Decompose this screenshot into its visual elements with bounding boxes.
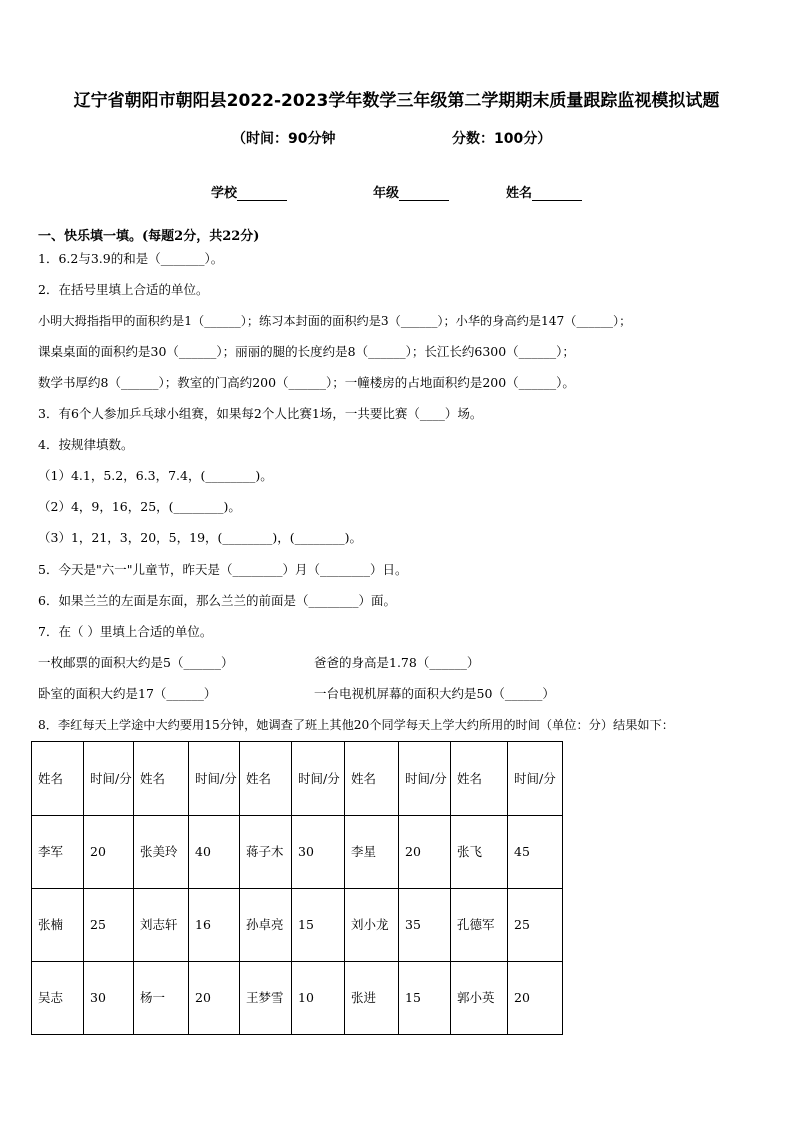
question-line: 7．在（ ）里填上合适的单位。 [38, 624, 213, 639]
table-row [32, 889, 563, 962]
table-cell: 40 [189, 816, 240, 889]
table-row [32, 962, 563, 1035]
school-blank[interactable] [237, 187, 287, 201]
grade-label: 年级 [373, 186, 400, 201]
school-label: 学校 [211, 186, 238, 201]
question-line: 4．按规律填数。 [38, 437, 134, 452]
table-cell: 吴志 [32, 962, 84, 1035]
table-cell: 孙卓亮 [240, 889, 292, 962]
table-cell: 孔德军 [451, 889, 508, 962]
survey-table [31, 741, 563, 1035]
header-cell: 时间/分 [292, 742, 345, 816]
table-cell: 15 [399, 962, 451, 1035]
exam-score: 分数：100分） [452, 131, 552, 147]
exam-time: （时间：90分钟 [232, 131, 336, 147]
table-cell: 李星 [345, 816, 399, 889]
table-cell: 10 [292, 962, 345, 1035]
question-line: 小明大拇指指甲的面积约是1（______）；练习本封面的面积约是3（______）；小华的身高约是147（______）； [38, 314, 632, 328]
table-cell: 20 [508, 962, 563, 1035]
q7-item: 卧室的面积大约是17（______） [38, 686, 217, 701]
table-cell: 张飞 [451, 816, 508, 889]
question-line: 3．有6个人参加乒乓球小组赛，如果每2个人比赛1场，一共要比赛（____）场。 [38, 406, 483, 421]
table-cell: 20 [399, 816, 451, 889]
header-cell: 姓名 [345, 742, 399, 816]
table-cell: 30 [84, 962, 134, 1035]
table-cell: 张美玲 [134, 816, 189, 889]
question-line: 6．如果兰兰的左面是东面，那么兰兰的前面是（________）面。 [38, 593, 396, 608]
header-cell: 时间/分 [84, 742, 134, 816]
table-cell: 杨一 [134, 962, 189, 1035]
header-cell: 姓名 [32, 742, 84, 816]
table-cell: 25 [508, 889, 563, 962]
question-line: （1）4.1，5.2，6.3，7.4，(________)。 [38, 468, 273, 483]
name-field [506, 182, 582, 201]
q7-item: 一枚邮票的面积大约是5（______） [38, 655, 234, 670]
table-cell: 45 [508, 816, 563, 889]
header-cell: 姓名 [451, 742, 508, 816]
question-line: 课桌桌面的面积约是30（______）；丽丽的腿的长度约是8（______）；长江长约6300（______）； [38, 344, 575, 359]
table-cell: 刘小龙 [345, 889, 399, 962]
section-heading: 一、快乐填一填。(每题2分，共22分) [38, 229, 260, 244]
q7-item: 一台电视机屏幕的面积大约是50（______） [314, 686, 555, 701]
school-field [211, 182, 287, 201]
header-cell: 时间/分 [508, 742, 563, 816]
table-cell: 16 [189, 889, 240, 962]
name-label: 姓名 [506, 186, 533, 201]
question-line: 数学书厚约8（______）；教室的门高约200（______）；一幢楼房的占地面积约是200（______）。 [38, 375, 575, 390]
grade-field [373, 182, 449, 201]
table-cell: 刘志轩 [134, 889, 189, 962]
header-cell: 时间/分 [399, 742, 451, 816]
question-line: （3）1，21，3，20，5，19，(________)，(________)。 [38, 530, 363, 545]
table-cell: 张楠 [32, 889, 84, 962]
table-cell: 张进 [345, 962, 399, 1035]
page-title: 辽宁省朝阳市朝阳县2022-2023学年数学三年级第二学期期末质量跟踪监视模拟试题 [73, 91, 720, 111]
table-cell: 35 [399, 889, 451, 962]
header-cell: 姓名 [240, 742, 292, 816]
table-cell: 20 [189, 962, 240, 1035]
table-row [32, 816, 563, 889]
question-line: 8．李红每天上学途中大约要用15分钟，她调查了班上其他20个同学每天上学大约所用的时间（单位：分）结果如下： [38, 718, 674, 732]
table-cell: 王梦雪 [240, 962, 292, 1035]
table-cell: 20 [84, 816, 134, 889]
question-line: （2）4，9，16，25，(________)。 [38, 499, 241, 514]
table-cell: 30 [292, 816, 345, 889]
grade-blank[interactable] [399, 187, 449, 201]
table-cell: 李军 [32, 816, 84, 889]
header-cell: 时间/分 [189, 742, 240, 816]
header-cell: 姓名 [134, 742, 189, 816]
table-cell: 25 [84, 889, 134, 962]
table-cell: 15 [292, 889, 345, 962]
q7-item: 爸爸的身高是1.78（______） [314, 655, 480, 670]
name-blank[interactable] [532, 187, 582, 201]
question-line: 2．在括号里填上合适的单位。 [38, 282, 209, 297]
table-header-row [32, 742, 563, 816]
table-cell: 蒋子木 [240, 816, 292, 889]
table-cell: 郭小英 [451, 962, 508, 1035]
question-line: 1．6.2与3.9的和是（_______）。 [38, 251, 224, 266]
question-line: 5．今天是"六一"儿童节，昨天是（________）月（________）日。 [38, 562, 408, 577]
